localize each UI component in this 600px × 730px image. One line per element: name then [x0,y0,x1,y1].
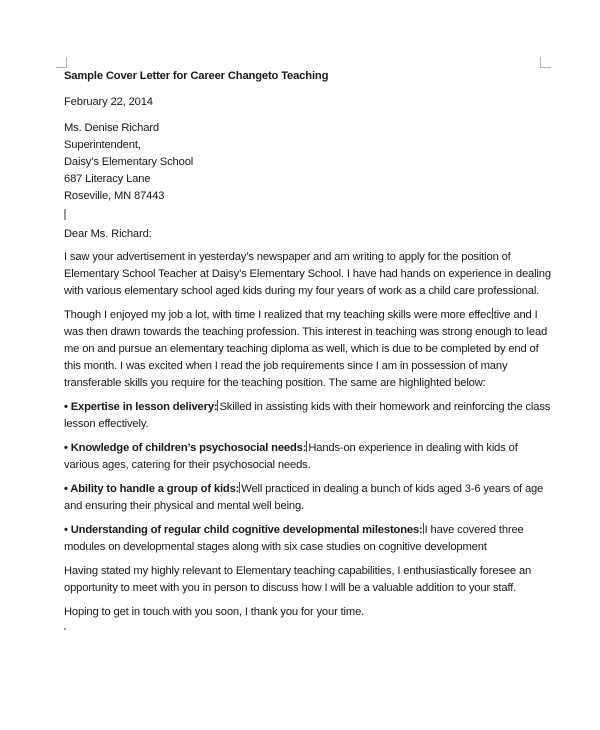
recipient-street: 687 Literacy Lane [64,173,151,185]
document-body[interactable] [64,68,552,630]
text-cursor [492,308,493,319]
intro-paragraph: I saw your advertisement in yesterday’s newspaper and am writing to apply for the position of Elementary School Teacher at Daisy’s Elementary School. I have had hands on experience in dealing with various elementary school aged kids during my four years of work as a child care professional. [64,251,551,297]
bullet-item [64,399,552,433]
bullet-item [64,522,552,556]
closing-paragraph: Having stated my highly relevant to Elementary teaching capabilities, I enthusiastically foresee an opportunity to meet with you in person to discuss how I will be a valuable addition to your staff. [64,565,532,594]
body-paragraph-part-1: Though I enjoyed my job a lot, with time I realized that my teaching skills were more effec [64,309,492,321]
recipient-position: Superintendent, [64,139,141,151]
recipient-address [64,120,552,205]
bullet-item [64,481,552,515]
paragraph-mark [64,209,66,220]
body-paragraph [64,307,552,392]
body-paragraph-part-2: tive and I was then drawn towards the teaching profession. This interest in teaching was strong enough to lead me on and pursue an elementary teaching diploma as well, which is due to be completed by end of this month. I was excited when I read the job requirements since I am in possession of many transferable skills you require for the teaching position. The same are highlighted below: [64,309,548,389]
recipient-school: Daisy’s Elementary School [64,156,194,168]
letter-date: February 22, 2014 [64,96,153,108]
bullet-text: Well practiced in dealing a bunch of kids aged 3-6 years of age and ensuring their physical and mental well being. [64,483,544,512]
page-corner-mark-top-left [56,57,67,68]
bullet-text: Skilled in assisting kids with their homework and reinforcing the class lesson effectively. [64,401,551,430]
letter-title: Sample Cover Letter for Career Changeto Teaching [64,70,329,82]
recipient-city: Roseville, MN 87443 [64,190,165,202]
recipient-name: Ms. Denise Richard [64,122,159,134]
bullet-text: Hands-on experience in dealing with kids of various ages, catering for their psychosocial needs. [64,442,518,471]
bullet-label: • Ability to handle a group of kids: [64,483,240,495]
bullet-label: • Knowledge of children’s psychosocial needs: [64,442,307,454]
end-of-document-mark [64,628,66,630]
salutation: Dear Ms. Richard: [64,228,152,240]
bullet-label: • Expertise in lesson delivery: [64,401,218,413]
bullet-item [64,440,552,474]
page-corner-mark-top-right [540,57,551,68]
bullet-label: • Understanding of regular child cognitive developmental milestones: [64,524,423,536]
signoff-paragraph: Hoping to get in touch with you soon, I thank you for your time. [64,606,365,618]
bullet-text: I have covered three modules on developmental stages along with six case studies on cognitive development [64,524,524,553]
text-cursor [423,523,424,534]
